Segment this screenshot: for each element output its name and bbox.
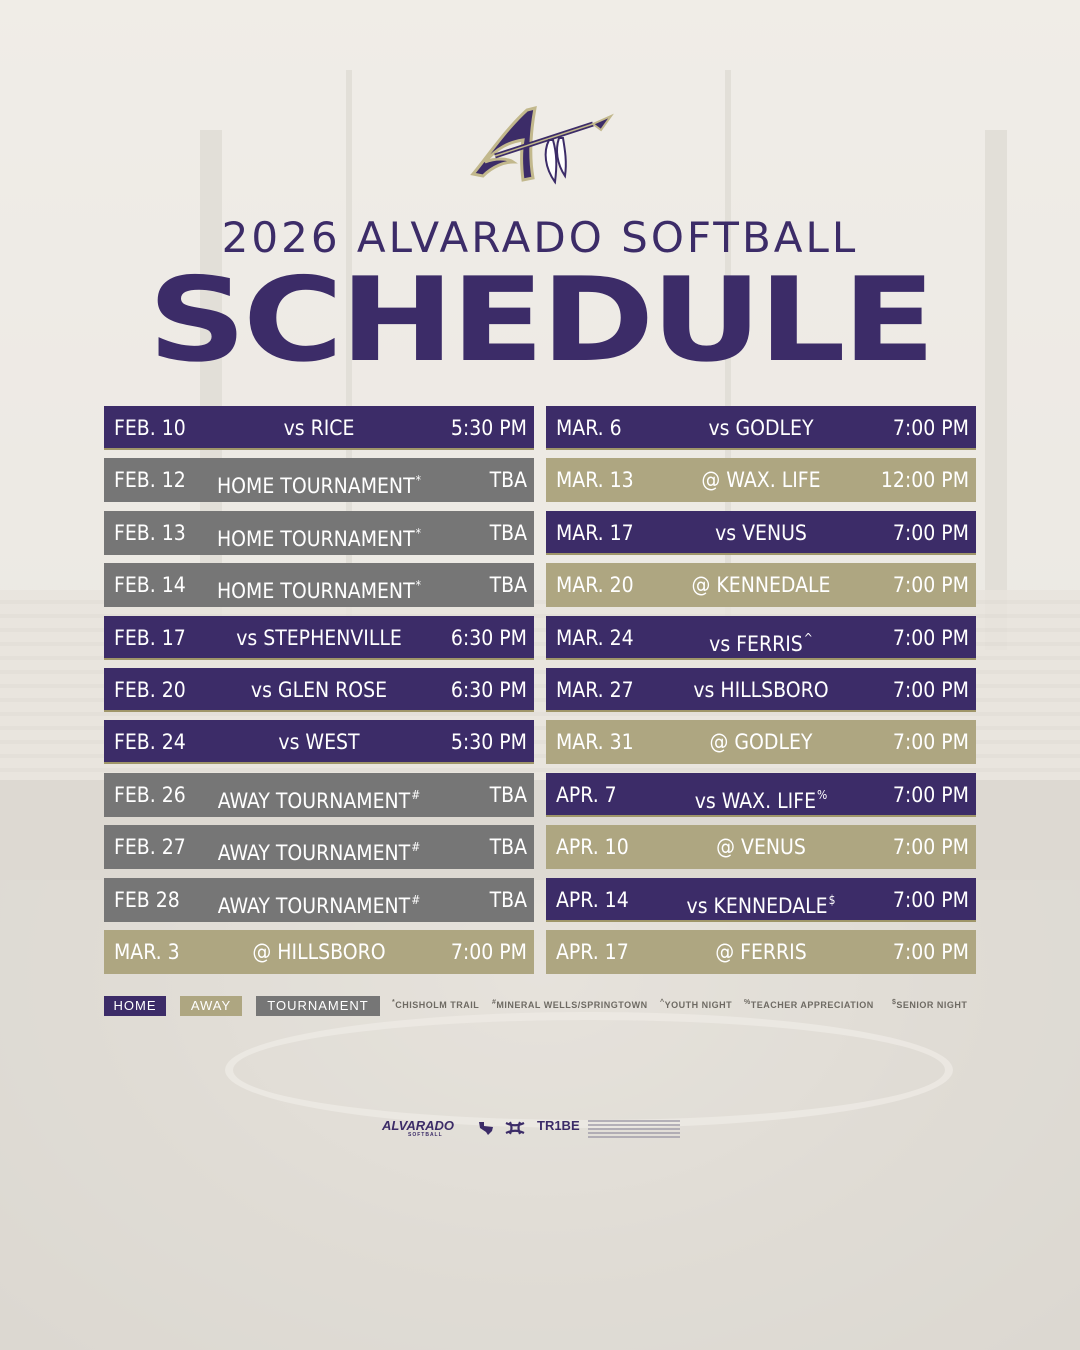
game-opponent — [204, 563, 434, 613]
game-row — [546, 720, 976, 764]
game-opponent — [204, 878, 434, 928]
game-date: FEB. 20 — [114, 677, 186, 702]
game-opponent — [204, 720, 434, 764]
game-time: TBA — [489, 782, 527, 807]
game-date: FEB. 14 — [114, 573, 186, 598]
opponent-name: @ KENNEDALE — [691, 573, 831, 598]
game-row — [104, 406, 534, 450]
opponent-name: AWAY TOURNAMENT — [217, 788, 411, 813]
opponent-name: vs GODLEY — [708, 416, 814, 440]
game-time: 5:30 PM — [450, 416, 527, 440]
schedule-column-right — [546, 406, 976, 982]
game-opponent — [646, 458, 876, 502]
game-time: 6:30 PM — [450, 625, 527, 650]
game-row — [546, 406, 976, 450]
opponent-name: @ HILLSBORO — [252, 939, 386, 964]
game-date: FEB. 24 — [114, 730, 186, 755]
game-row — [104, 458, 534, 502]
opponent-name: vs WAX. LIFE — [694, 788, 817, 813]
opponent-name: vs VENUS — [715, 520, 807, 545]
legend — [104, 996, 984, 1016]
legend-tournament-chip: TOURNAMENT — [256, 996, 380, 1016]
legend-note: #MINERAL WELLS/SPRINGTOWN — [492, 999, 648, 1010]
event-footnote-mark: # — [411, 787, 421, 802]
opponent-name: HOME TOURNAMENT — [216, 526, 415, 551]
game-time: TBA — [489, 573, 527, 598]
schedule-column-left — [104, 406, 534, 982]
game-row — [546, 930, 976, 974]
game-date: FEB. 27 — [114, 835, 186, 860]
game-time: 7:00 PM — [892, 416, 969, 440]
game-row — [546, 458, 976, 502]
game-date: MAR. 24 — [556, 625, 634, 650]
game-date: FEB. 10 — [114, 416, 186, 440]
game-date: MAR. 20 — [556, 573, 634, 598]
game-time: 7:00 PM — [892, 835, 969, 860]
game-opponent — [204, 616, 434, 660]
season-title: 2026 ALVARADO SOFTBALL — [221, 213, 859, 262]
game-time: TBA — [489, 835, 527, 860]
opponent-name: vs HILLSBORO — [693, 677, 829, 702]
game-date: FEB. 17 — [114, 625, 186, 650]
game-time: TBA — [489, 520, 527, 545]
opponent-name: vs WEST — [278, 730, 360, 755]
game-date: FEB 28 — [114, 887, 180, 912]
opponent-name: vs GLEN ROSE — [250, 677, 388, 702]
game-time: TBA — [489, 468, 527, 493]
game-opponent — [646, 720, 876, 764]
opponent-name: vs FERRIS — [709, 631, 803, 656]
game-row — [104, 668, 534, 712]
game-row — [104, 511, 534, 555]
game-opponent — [646, 825, 876, 869]
game-time: 7:00 PM — [892, 573, 969, 598]
opponent-name: AWAY TOURNAMENT — [217, 893, 411, 918]
game-date: FEB. 13 — [114, 520, 186, 545]
event-footnote-mark: ^ — [803, 630, 813, 645]
legend-note: ^YOUTH NIGHT — [660, 999, 733, 1010]
game-opponent — [646, 773, 876, 823]
game-opponent — [646, 563, 876, 607]
alvarado-softball-subtext: SOFTBALL — [408, 1132, 443, 1138]
game-date: FEB. 12 — [114, 468, 186, 493]
event-footnote-mark: # — [411, 892, 421, 907]
game-row — [104, 616, 534, 660]
game-time: 7:00 PM — [892, 677, 969, 702]
legend-home-chip: HOME — [104, 996, 166, 1016]
event-footnote-mark: * — [415, 473, 422, 488]
alvarado-a-spear-logo-icon — [465, 100, 615, 186]
game-date: APR. 14 — [556, 887, 629, 912]
game-date: MAR. 27 — [556, 677, 634, 702]
legend-note: *CHISHOLM TRAIL — [392, 999, 480, 1010]
opponent-name: @ WAX. LIFE — [701, 468, 821, 493]
tribe-wordmark: TR1BE — [537, 1118, 580, 1133]
opponent-name: vs RICE — [283, 416, 355, 440]
alvarado-softball-wordmark: ALVARADO — [382, 1118, 454, 1133]
game-time: 5:30 PM — [450, 730, 527, 755]
game-row — [546, 668, 976, 712]
opponent-name: HOME TOURNAMENT — [216, 474, 415, 499]
game-row — [104, 563, 534, 607]
game-row — [546, 878, 976, 922]
game-time: 7:00 PM — [892, 520, 969, 545]
game-date: MAR. 6 — [556, 416, 622, 440]
game-time: TBA — [489, 887, 527, 912]
game-row — [104, 720, 534, 764]
game-date: MAR. 13 — [556, 468, 634, 493]
game-opponent — [204, 406, 434, 450]
event-footnote-mark: % — [817, 787, 828, 802]
game-opponent — [646, 511, 876, 555]
game-time: 7:00 PM — [450, 939, 527, 964]
game-opponent — [204, 511, 434, 561]
game-row — [546, 773, 976, 817]
game-date: APR. 17 — [556, 939, 629, 964]
game-date: MAR. 31 — [556, 730, 634, 755]
game-opponent — [646, 878, 876, 928]
game-row — [546, 563, 976, 607]
game-time: 7:00 PM — [892, 939, 969, 964]
game-opponent — [204, 773, 434, 823]
game-opponent — [646, 668, 876, 712]
legend-note: $SENIOR NIGHT — [892, 999, 968, 1010]
game-date: MAR. 17 — [556, 520, 634, 545]
texas-state-icon — [478, 1120, 494, 1136]
game-time: 7:00 PM — [892, 730, 969, 755]
sponsor-bar — [382, 1118, 702, 1140]
opponent-name: @ FERRIS — [715, 939, 807, 964]
under-armour-icon — [504, 1121, 526, 1135]
game-row — [104, 930, 534, 974]
event-footnote-mark: # — [411, 840, 421, 855]
sponsor-fine-print — [588, 1120, 680, 1138]
game-row — [546, 825, 976, 869]
game-time: 7:00 PM — [892, 887, 969, 912]
game-opponent — [646, 616, 876, 666]
game-row — [546, 616, 976, 660]
opponent-name: HOME TOURNAMENT — [216, 579, 415, 604]
game-time: 7:00 PM — [892, 625, 969, 650]
game-row — [104, 878, 534, 922]
game-opponent — [204, 825, 434, 875]
opponent-name: vs KENNEDALE — [686, 893, 828, 918]
game-opponent — [646, 930, 876, 974]
event-footnote-mark: * — [415, 578, 422, 593]
event-footnote-mark: * — [415, 525, 422, 540]
game-opponent — [204, 668, 434, 712]
schedule-title: SCHEDULE — [147, 253, 933, 388]
game-date: APR. 10 — [556, 835, 629, 860]
game-time: 6:30 PM — [450, 677, 527, 702]
opponent-name: @ VENUS — [716, 835, 806, 860]
game-opponent — [204, 930, 434, 974]
game-date: MAR. 3 — [114, 939, 180, 964]
game-row — [546, 511, 976, 555]
legend-away-chip: AWAY — [180, 996, 242, 1016]
event-footnote-mark: $ — [828, 892, 836, 907]
game-date: APR. 7 — [556, 782, 617, 807]
game-time: 7:00 PM — [892, 782, 969, 807]
opponent-name: AWAY TOURNAMENT — [217, 841, 411, 866]
game-time: 12:00 PM — [880, 468, 969, 493]
game-date: FEB. 26 — [114, 782, 186, 807]
legend-note: %TEACHER APPRECIATION — [744, 999, 874, 1010]
game-row — [104, 825, 534, 869]
opponent-name: @ GODLEY — [709, 730, 813, 755]
game-row — [104, 773, 534, 817]
game-opponent — [204, 458, 434, 508]
game-opponent — [646, 406, 876, 450]
opponent-name: vs STEPHENVILLE — [236, 625, 402, 650]
